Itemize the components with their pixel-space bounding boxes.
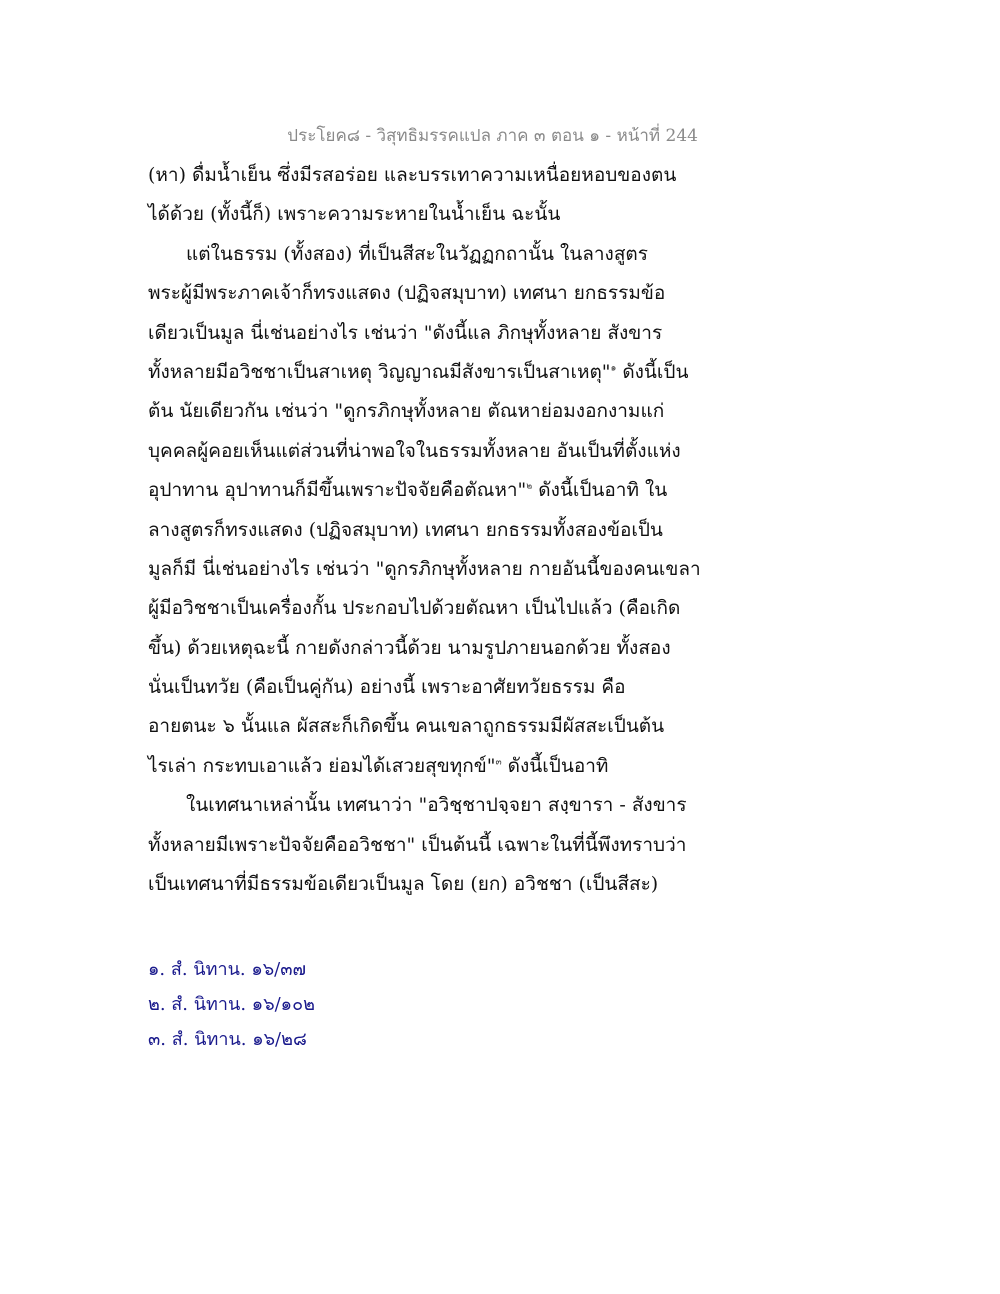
line-text: เดียวเป็นมูล นี่เช่นอย่างไร เช่นว่า "ดังนี้แล ภิกษุทั้งหลาย สังขาร bbox=[148, 321, 663, 344]
body-line bbox=[148, 629, 708, 668]
line-text: พระผู้มีพระภาคเจ้าก็ทรงแสดง (ปฏิจสมุบาท) เทศนา ยกธรรมข้อ bbox=[148, 282, 666, 305]
body-line bbox=[148, 589, 708, 628]
line-text: ผู้มีอวิชชาเป็นเครื่องกั้น ประกอบไปด้วยตัณหา เป็นไปแล้ว (คือเกิด bbox=[148, 597, 681, 620]
line-tail: ดังนี้เป็น bbox=[616, 360, 689, 383]
body-line bbox=[148, 274, 708, 313]
body-line bbox=[148, 511, 708, 550]
running-head: ประโยค๘ - วิสุทธิมรรคแปล ภาค ๓ ตอน ๑ - หน้าที่ 244 bbox=[287, 126, 698, 146]
line-tail: ดังนี้เป็นอาทิ bbox=[501, 754, 609, 777]
body-line bbox=[148, 314, 708, 353]
line-text: มูลก็มี นี่เช่นอย่างไร เช่นว่า "ดูกรภิกษุทั้งหลาย กายอันนี้ของคนเขลา bbox=[148, 557, 701, 580]
body-line bbox=[148, 747, 708, 786]
line-text: อุปาทาน อุปาทานก็มีขึ้นเพราะปัจจัยคือตัณหา" bbox=[148, 479, 527, 502]
line-text: ลางสูตรก็ทรงแสดง (ปฏิจสมุบาท) เทศนา ยกธรรมทั้งสองข้อเป็น bbox=[148, 518, 663, 541]
line-text: ได้ด้วย (ทั้งนี้ก็) เพราะความระหายในน้ำเย็น ฉะนั้น bbox=[148, 203, 561, 226]
footnote-marker: ๑ bbox=[610, 363, 617, 374]
body-line bbox=[148, 668, 708, 707]
body-line bbox=[148, 392, 708, 431]
body-line bbox=[148, 432, 708, 471]
line-text: แต่ในธรรม (ทั้งสอง) ที่เป็นสีสะในวัฏฏกถานั้น ในลางสูตร bbox=[186, 242, 648, 265]
body-line bbox=[148, 353, 708, 392]
body-line bbox=[148, 156, 708, 195]
footnote: ๑. สํ. นิทาน. ๑๖/๓๗ bbox=[148, 959, 307, 980]
line-text: บุคคลผู้คอยเห็นแต่ส่วนที่น่าพอใจในธรรมทั้งหลาย อันเป็นที่ตั้งแห่ง bbox=[148, 439, 681, 462]
line-text: เป็นเทศนาที่มีธรรมข้อเดียวเป็นมูล โดย (ยก) อวิชชา (เป็นสีสะ) bbox=[148, 873, 659, 896]
line-tail: ดังนี้เป็นอาทิ ใน bbox=[532, 479, 668, 502]
paragraph-start-line bbox=[148, 235, 708, 274]
body-line bbox=[148, 471, 708, 510]
line-text: ในเทศนาเหล่านั้น เทศนาว่า "อวิชฺชาปจฺจยา สงฺขารา - สังขาร bbox=[186, 794, 687, 817]
paragraph-start-line bbox=[148, 786, 708, 825]
line-text: ต้น นัยเดียวกัน เช่นว่า "ดูกรภิกษุทั้งหลาย ตัณหาย่อมงอกงามแก่ bbox=[148, 400, 665, 423]
line-text: นั่นเป็นทวัย (คือเป็นคู่กัน) อย่างนี้ เพราะอาศัยทวัยธรรม คือ bbox=[148, 676, 626, 699]
body-line bbox=[148, 195, 708, 234]
line-text: อายตนะ ๖ นั้นแล ผัสสะก็เกิดขึ้น คนเขลาถูกธรรมมีผัสสะเป็นต้น bbox=[148, 715, 665, 738]
line-text: ทั้งหลายมีเพราะปัจจัยคืออวิชชา" เป็นต้นนี้ เฉพาะในที่นี้พึงทราบว่า bbox=[148, 833, 687, 856]
line-text: ขึ้น) ด้วยเหตุฉะนี้ กายดังกล่าวนี้ด้วย นามรูปภายนอกด้วย ทั้งสอง bbox=[148, 636, 671, 659]
line-text: ทั้งหลายมีอวิชชาเป็นสาเหตุ วิญญาณมีสังขารเป็นสาเหตุ" bbox=[148, 360, 611, 383]
footnote-marker: ๒ bbox=[526, 481, 533, 492]
body-line bbox=[148, 707, 708, 746]
body-line bbox=[148, 826, 708, 865]
body-text bbox=[148, 156, 708, 904]
footnote-marker: ๓ bbox=[495, 757, 502, 768]
footnote: ๒. สํ. นิทาน. ๑๖/๑๐๒ bbox=[148, 994, 315, 1015]
footnotes bbox=[148, 952, 708, 1057]
footnote: ๓. สํ. นิทาน. ๑๖/๒๘ bbox=[148, 1029, 307, 1050]
body-line bbox=[148, 550, 708, 589]
body-line bbox=[148, 865, 708, 904]
line-text: (หา) ดื่มน้ำเย็น ซึ่งมีรสอร่อย และบรรเทาความเหนื่อยหอบของตน bbox=[148, 164, 677, 186]
line-text: ไรเล่า กระทบเอาแล้ว ย่อมได้เสวยสุขทุกข์" bbox=[148, 754, 496, 777]
